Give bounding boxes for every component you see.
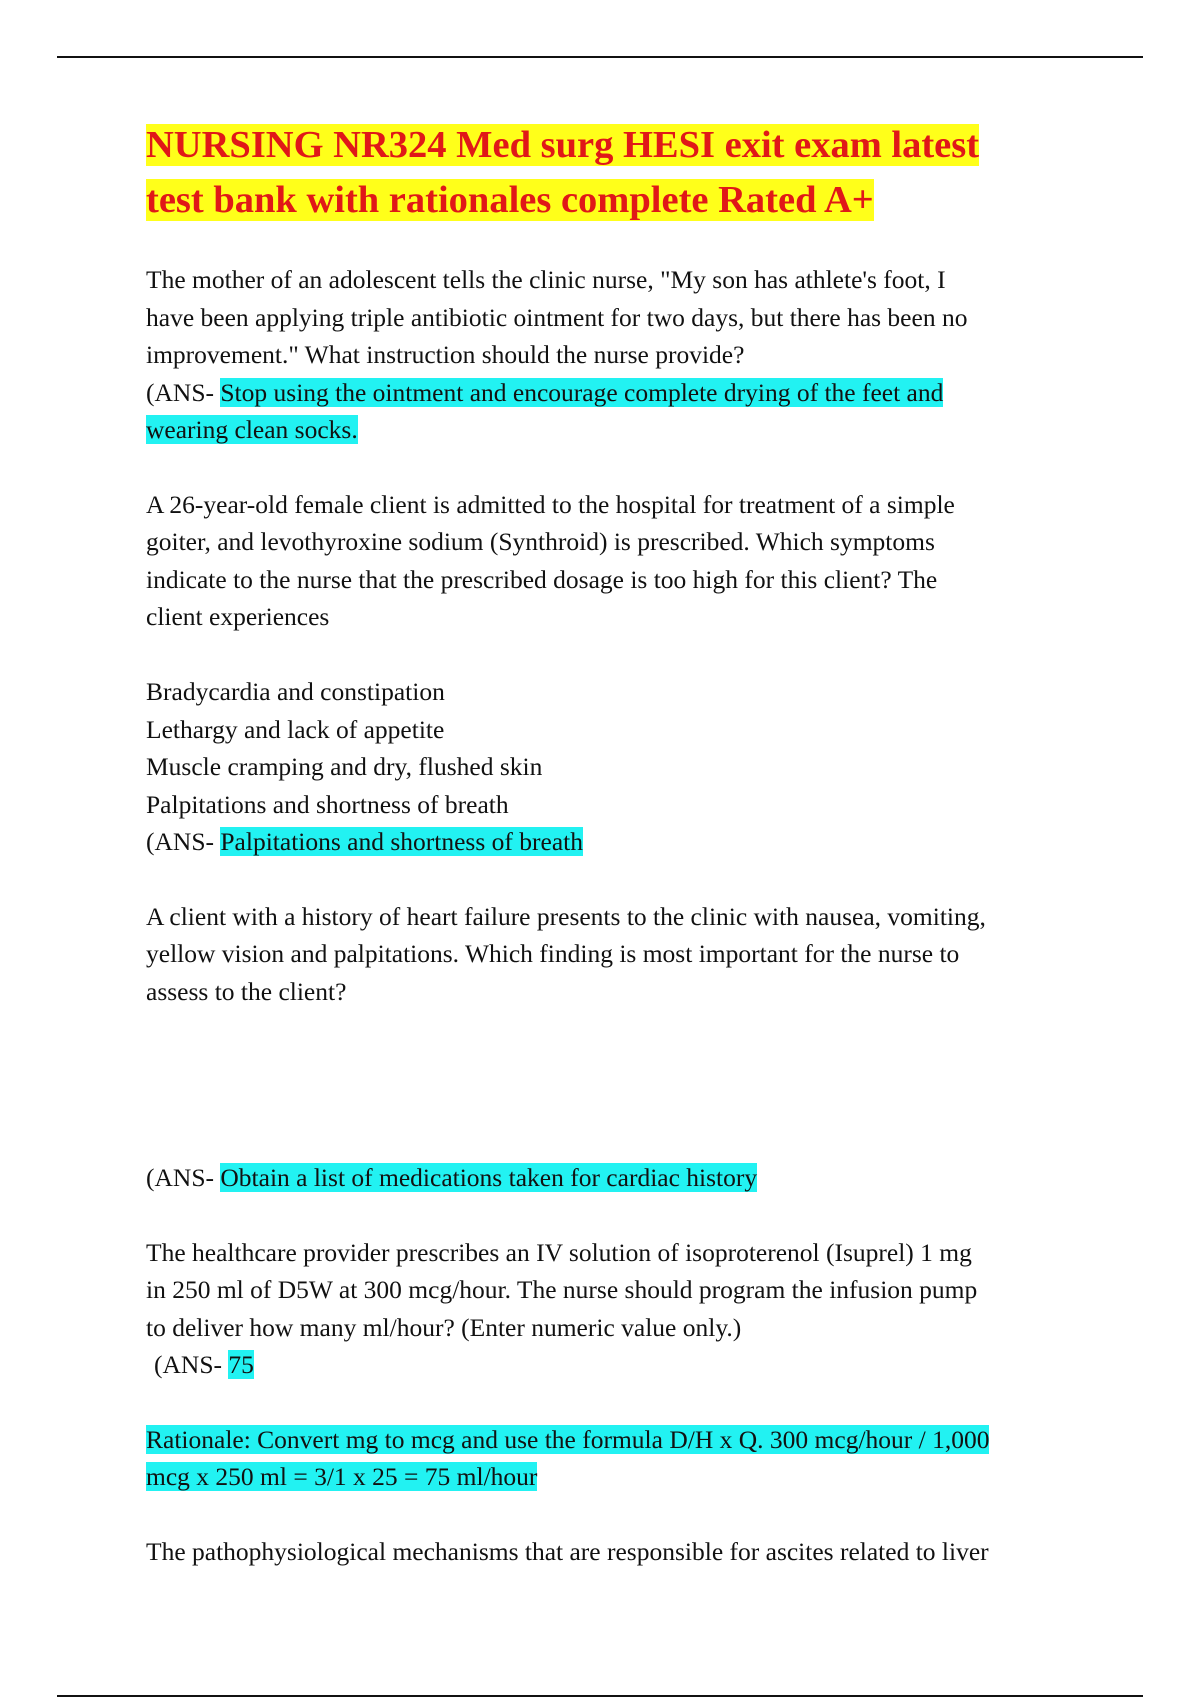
document-title bbox=[146, 118, 1086, 228]
question-4-stem-line: The healthcare provider prescribes an IV solution of isoproterenol (Isuprel) 1 mg bbox=[146, 1237, 972, 1267]
question-2 bbox=[146, 486, 1086, 861]
rationale-line: mcg x 250 ml = 3/1 x 25 = 75 ml/hour bbox=[146, 1462, 538, 1491]
rationale-line: Rationale: Convert mg to mcg and use the formula D/H x Q. 300 mcg/hour / 1,000 bbox=[146, 1424, 990, 1454]
question-1-stem-line: The mother of an adolescent tells the clinic nurse, "My son has athlete's foot, I bbox=[146, 265, 946, 294]
question-4-rationale bbox=[146, 1421, 1086, 1496]
footer-rule bbox=[57, 1695, 1143, 1697]
question-2-stem-line: A 26-year-old female client is admitted to the hospital for treatment of a simple bbox=[146, 489, 955, 519]
question-2-stem-line: client experiences bbox=[146, 602, 330, 631]
question-2-option: Lethargy and lack of appetite bbox=[146, 714, 445, 744]
answer-prefix: (ANS- bbox=[146, 827, 221, 856]
question-2-option: Bradycardia and constipation bbox=[146, 677, 445, 706]
question-3-answer bbox=[146, 1159, 1086, 1197]
question-1-stem-line: have been applying triple antibiotic ointment for two days, but there has been no bbox=[146, 302, 968, 332]
document-body bbox=[146, 118, 1086, 1570]
question-3 bbox=[146, 898, 1086, 1011]
question-2-answer bbox=[146, 823, 1086, 861]
question-4-stem-line: in 250 ml of D5W at 300 mcg/hour. The nurse should program the infusion pump bbox=[146, 1275, 978, 1304]
question-1-answer bbox=[146, 374, 1086, 412]
question-1 bbox=[146, 261, 1086, 449]
header-rule bbox=[57, 56, 1143, 58]
title-line-2: test bank with rationales complete Rated A+ bbox=[146, 179, 874, 221]
question-3-stem-line: yellow vision and palpitations. Which finding is most important for the nurse to bbox=[146, 939, 960, 968]
answer-text: 75 bbox=[228, 1350, 254, 1379]
question-2-option: Muscle cramping and dry, flushed skin bbox=[146, 752, 543, 781]
question-1-stem-line: improvement." What instruction should the nurse provide? bbox=[146, 340, 745, 369]
question-4-answer bbox=[146, 1346, 1086, 1384]
question-4 bbox=[146, 1234, 1086, 1384]
answer-prefix: (ANS- bbox=[146, 1163, 221, 1192]
question-3-stem-line: A client with a history of heart failure presents to the clinic with nausea, vomiting, bbox=[146, 901, 986, 931]
answer-prefix: (ANS- bbox=[154, 1350, 229, 1379]
answer-text: wearing clean socks. bbox=[146, 415, 358, 444]
question-2-stem-line: goiter, and levothyroxine sodium (Synthroid) is prescribed. Which symptoms bbox=[146, 527, 935, 556]
question-3-answer-block bbox=[146, 1159, 1086, 1197]
question-3-stem-line: assess to the client? bbox=[146, 976, 347, 1006]
question-4-stem-line: to deliver how many ml/hour? (Enter numeric value only.) bbox=[146, 1312, 742, 1342]
answer-text: Palpitations and shortness of breath bbox=[220, 827, 583, 856]
answer-text: Stop using the ointment and encourage complete drying of the feet and bbox=[220, 377, 944, 407]
answer-prefix: (ANS- bbox=[146, 377, 221, 407]
question-5-stem-line: The pathophysiological mechanisms that are responsible for ascites related to liver bbox=[146, 1536, 989, 1566]
question-2-option: Palpitations and shortness of breath bbox=[146, 789, 509, 819]
answer-text: Obtain a list of medications taken for cardiac history bbox=[220, 1163, 758, 1192]
question-2-stem-line: indicate to the nurse that the prescribed dosage is too high for this client? The bbox=[146, 564, 938, 594]
question-5 bbox=[146, 1533, 1086, 1571]
title-line-1: NURSING NR324 Med surg HESI exit exam latest bbox=[146, 124, 980, 166]
